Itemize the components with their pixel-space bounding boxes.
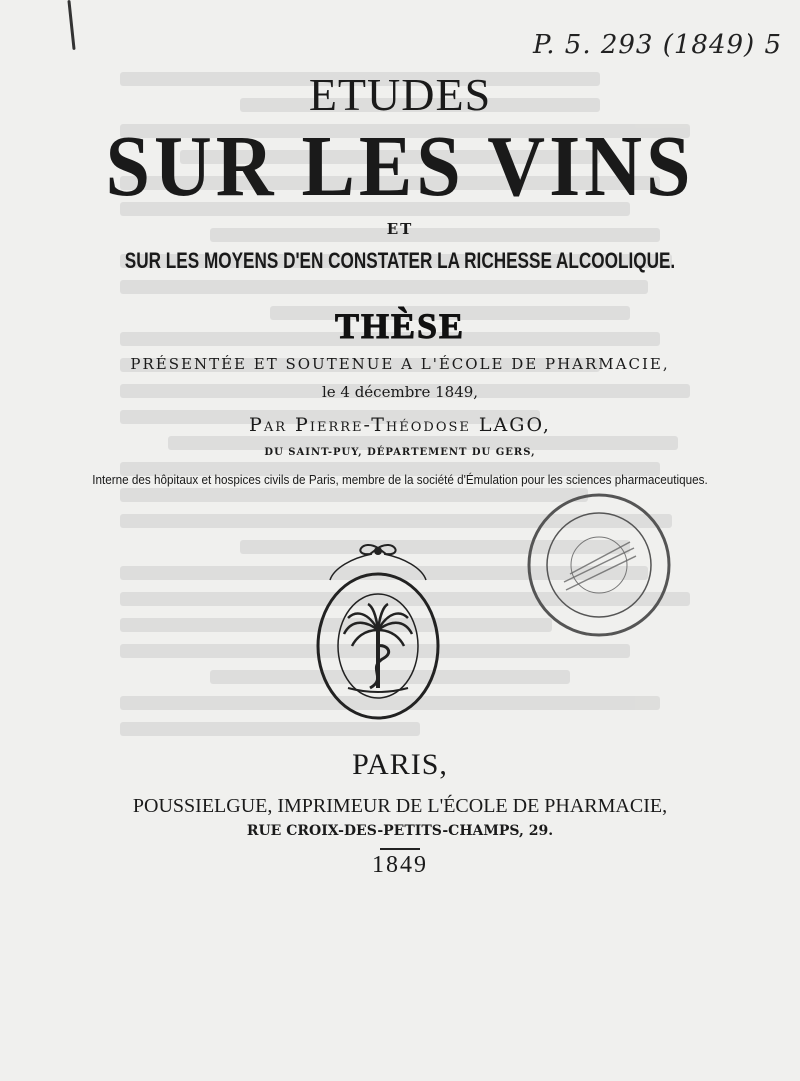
credentials-line: Interne des hôpitaux et hospices civils de Paris, membre de la société d'Émulation pour les sciences pharmaceutiques. — [92, 472, 708, 487]
pencil-mark — [67, 0, 75, 50]
origin-line: DU SAINT-PUY, DÉPARTEMENT DU GERS, — [264, 447, 536, 458]
printer-line: POUSSIELGUE, IMPRIMEUR DE L'ÉCOLE DE PHARMACIE, — [132, 795, 668, 817]
city: PARIS, — [352, 748, 448, 781]
address-line: RUE CROIX-DES-PETITS-CHAMPS, 29. — [246, 823, 554, 839]
presentation-line: PRÉSENTÉE ET SOUTENUE A L'ÉCOLE DE PHARMACIE, — [130, 355, 670, 373]
library-stamp — [526, 492, 672, 638]
author-line: Par Pierre-Théodose LAGO, — [249, 414, 551, 436]
subtitle: SUR LES MOYENS D'EN CONSTATER LA RICHESSE ALCOOLIQUE. — [124, 248, 676, 273]
date-line: le 4 décembre 1849, — [321, 383, 479, 401]
these-heading: THÈSE — [334, 306, 466, 346]
shelfmark-annotation: P. 5. 293 (1849) 5 — [533, 30, 782, 60]
title-line-2: SUR LES VINS — [105, 119, 695, 215]
pharmacy-seal-emblem — [312, 538, 444, 722]
title-line-1: ETUDES — [308, 69, 492, 120]
conjunction: ET — [386, 220, 414, 238]
divider-rule — [380, 848, 420, 850]
publication-year: 1849 — [372, 852, 428, 878]
